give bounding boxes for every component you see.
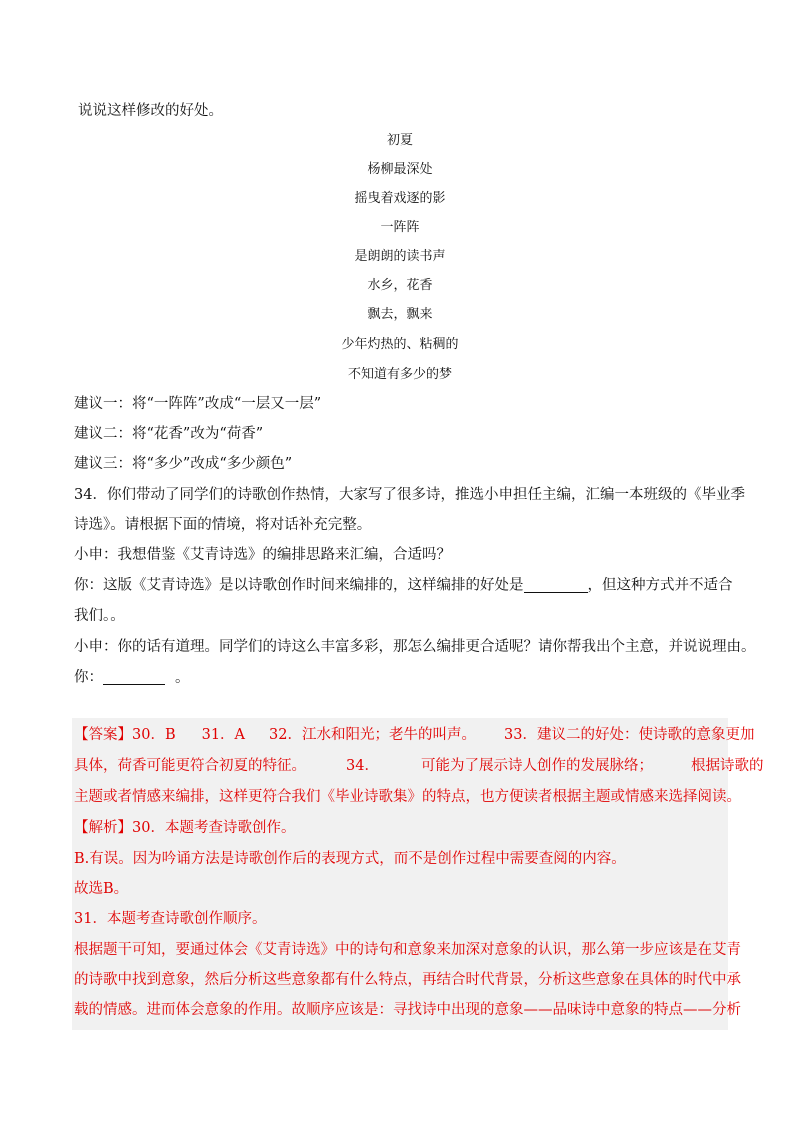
dialogue-you-1-text-end: ，但这种方式并不适合 [587,577,733,594]
answer-label: 【答案】 [74,727,132,743]
question-34-line2: 诗选》。请根据下面的情境，将对话补充完整。 [74,517,372,533]
poem-line: 一阵阵 [380,220,420,235]
answer-line-3: 主题或者情感来编排，这样更符合我们《毕业诗歌集》的特点，也方便读者根据主题或情感来选择阅读。 [74,789,741,805]
suggestion-1: 建议一：将“一阵阵”改成“一层又一层” [74,396,322,412]
answer-33-cont: 具体，荷香可能更符合初夏的特征。 [74,758,306,774]
answer-30: 30．B [132,727,176,743]
dialogue-you-1-text: 你：这版《艾青诗选》是以诗歌创作时间来编排的，这样编排的好处是 [74,577,524,594]
poem-line: 摇曳着戏逐的影 [354,191,446,206]
poem-line: 少年灼热的、粘稠的 [341,337,459,352]
analysis-30-body: B.有误。因为吟诵方法是诗歌创作后的表现方式，而不是创作过程中需要查阅的内容。 [74,851,626,867]
answer-blank-1[interactable] [524,578,588,593]
poem-title: 初夏 [386,133,413,148]
dialogue-xiaoshen-2: 小申：你的话有道理。同学们的诗这么丰富多彩，那怎么编排更合适呢？请你帮我出个主意，并说说理由。 [74,639,756,655]
answer-34-part1: 可能为了展示诗人创作的发展脉络； [420,758,653,774]
analysis-30-title: 【解析】30．本题考查诗歌创作。 [74,820,296,836]
dialogue-you-1 [74,578,733,593]
answer-blank-2[interactable] [103,670,165,685]
answer-32: 32．江水和阳光；老牛的叫声。 [269,727,476,743]
dialogue-you-2-label: 你： [74,669,103,686]
dialogue-you-1-cont: 我们。。 [74,608,125,624]
answer-line-2 [74,759,763,774]
answer-31: 31．A [201,727,246,743]
poem-line: 飘去，飘来 [367,307,433,322]
analysis-31-body-3: 载的情感。进而体会意象的作用。故顺序应该是：寻找诗中出现的意象——品味诗中意象的特点——分析 [74,1002,741,1018]
dialogue-xiaoshen-1: 小申：我想借鉴《艾青诗选》的编排思路来汇编，合适吗？ [74,547,451,563]
poem-line: 杨柳最深处 [367,162,433,177]
answer-line-1 [74,728,754,743]
suggestion-3: 建议三：将“多少”改成“多少颜色” [74,456,293,472]
poem-line: 不知道有多少的梦 [347,367,452,382]
analysis-31-body-2: 的诗歌中找到意象，然后分析这些意象都有什么特点，再结合时代背景，分析这些意象在具体的时代中承 [74,972,741,988]
question-34-line1: 34．你们带动了同学们的诗歌创作热情，大家写了很多诗，推选小申担任主编，汇编一本班级的《毕业季 [74,487,745,503]
answer-34-part2: 根据诗歌的 [690,758,764,774]
intro-text: 说说这样修改的好处。 [78,103,223,119]
analysis-30-conclusion: 故选B。 [74,881,129,897]
poem-line: 水乡，花香 [367,278,433,293]
dialogue-you-2-end: 。 [175,669,190,686]
analysis-31-body-1: 根据题干可知，要通过体会《艾青诗选》中的诗句和意象来加深对意象的认识，那么第一步应该是在艾青 [74,942,741,958]
analysis-31-title: 31．本题考查诗歌创作顺序。 [74,911,267,927]
answer-33: 33．建议二的好处：使诗歌的意象更加 [504,727,755,743]
suggestion-2: 建议二：将“花香”改为“荷香” [74,426,264,442]
poem-line: 是朗朗的读书声 [354,249,446,264]
answer-34-label: 34． [346,758,379,774]
dialogue-you-2 [74,670,190,685]
